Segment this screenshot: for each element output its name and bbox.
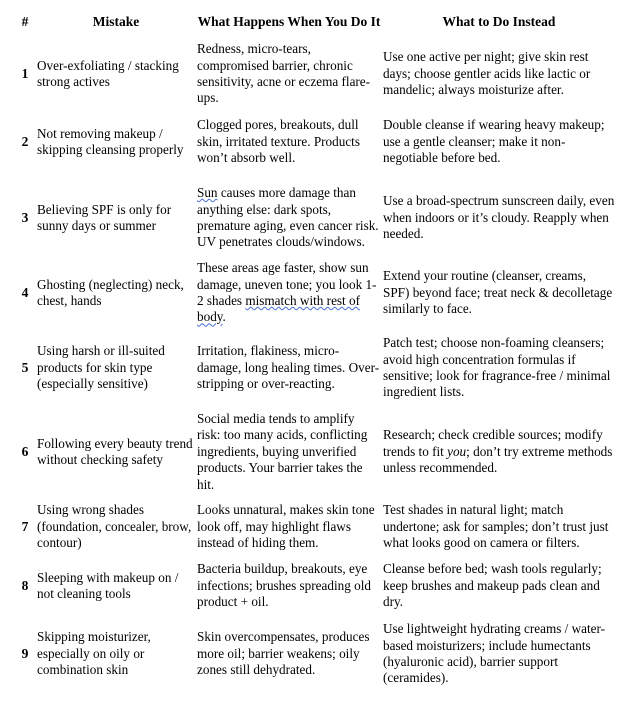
- header-what-happens: What Happens When You Do It: [197, 14, 381, 29]
- mistake-cell: Using wrong shades (foundation, concealer, brow, contour): [37, 502, 192, 551]
- table-row: [14, 108, 616, 176]
- mistake-cell: Over-exfoliating / stacking strong actives: [37, 57, 179, 89]
- row-number: 7: [21, 518, 29, 534]
- happens-cell: Clogged pores, breakouts, dull skin, irritated texture. Products won’t absorb well.: [197, 117, 360, 166]
- table-row: [14, 260, 616, 326]
- instead-cell: Use a broad-spectrum sunscreen daily, even when indoors or it’s cloudy. Reapply when needed.: [383, 193, 615, 242]
- table-row: [14, 410, 616, 494]
- instead-cell: Test shades in natural light; match undertone; ask for samples; don’t trust just what looks good on camera or filters.: [383, 502, 609, 551]
- happens-cell: [196, 176, 382, 260]
- happens-cell: Irritation, flakiness, micro-damage, long healing times. Over-stripping or over-reacting.: [197, 343, 380, 392]
- instead-text-start: Research; check credible sources; modify trends to fit: [383, 427, 603, 459]
- mistake-cell: Not removing makeup / skipping cleansing properly: [37, 125, 184, 157]
- table-row: [14, 326, 616, 410]
- header-row: [14, 4, 616, 40]
- row-number: 4: [21, 284, 29, 300]
- header-mistake: Mistake: [92, 14, 140, 29]
- grammar-flag-underline: Sun: [197, 185, 218, 201]
- happens-cell: Redness, micro-tears, compromised barrier, chronic sensitivity, acne or eczema flare-ups.: [197, 41, 371, 106]
- instead-cell: Patch test; choose non-foaming cleansers; avoid high concentration formulas if sensitive; look for fragrance-free / minimal ingredient lists.: [383, 335, 611, 400]
- row-number: 3: [21, 209, 29, 225]
- row-number: 9: [21, 645, 29, 661]
- row-number: 5: [21, 359, 29, 375]
- table-row: [14, 560, 616, 612]
- instead-cell: Cleanse before bed; wash tools regularly; keep brushes and makeup pads clean and dry.: [383, 561, 602, 610]
- table-row: [14, 612, 616, 696]
- instead-emphasis: you: [447, 443, 467, 459]
- mistake-cell: Sleeping with makeup on / not cleaning tools: [37, 569, 179, 601]
- mistake-cell: Skipping moisturizer, especially on oily or combination skin: [37, 629, 151, 678]
- happens-cell: [196, 260, 382, 326]
- instead-cell: [382, 410, 616, 494]
- row-number: 6: [21, 443, 29, 459]
- table-row: [14, 176, 616, 260]
- instead-cell: Double cleanse if wearing heavy makeup; use a gentle cleanser; make it non-negotiable before bed.: [383, 117, 605, 166]
- grammar-flag-underline: mismatch with rest of body: [197, 293, 360, 325]
- happens-cell: Looks unnatural, makes skin tone look off, may highlight flaws instead of hiding them.: [197, 502, 375, 551]
- happens-text-end: .: [222, 309, 226, 325]
- row-number: 2: [21, 133, 29, 149]
- happens-cell: Bacteria buildup, breakouts, eye infections; brushes spreading old product + oil.: [197, 561, 371, 610]
- instead-cell: Use one active per night; give skin rest days; choose gentler acids like lactic or mandelic; always moisturize after.: [383, 49, 591, 98]
- happens-cell: Social media tends to amplify risk: too many acids, conflicting ingredients, buying unverified products. Your barrier takes the hit.: [197, 410, 368, 492]
- happens-cell: Skin overcompensates, produces more oil; barrier weakens; oily zones still dehydrated.: [197, 629, 370, 678]
- instead-cell: Use lightweight hydrating creams / water-based moisturizers; include humectants (hyaluronic acid), barrier support (ceramides).: [383, 621, 606, 686]
- row-number: 8: [21, 577, 29, 593]
- instead-text-end: ; don’t try extreme methods unless recommended.: [383, 443, 613, 476]
- happens-text-start: These areas age faster, show sun damage, uneven tone; you look 1-2 shades: [197, 260, 377, 308]
- header-what-instead: What to Do Instead: [442, 14, 556, 29]
- table-row: [14, 494, 616, 560]
- mistake-cell: Using harsh or ill-suited products for skin type (especially sensitive): [37, 343, 165, 392]
- skincare-mistakes-table: [14, 4, 616, 696]
- header-number: #: [21, 14, 29, 29]
- mistake-cell: Following every beauty trend without checking safety: [37, 435, 193, 467]
- mistake-cell: Believing SPF is only for sunny days or summer: [37, 201, 172, 233]
- mistake-cell: Ghosting (neglecting) neck, chest, hands: [37, 276, 184, 308]
- table-row: [14, 40, 616, 108]
- instead-cell: Extend your routine (cleanser, creams, SPF) beyond face; treat neck & decolletage similarly to face.: [383, 268, 613, 317]
- row-number: 1: [21, 65, 29, 81]
- happens-text-end: causes more damage than anything else: dark spots, premature aging, even cancer risk. UV penetrates clouds/windows.: [197, 185, 379, 250]
